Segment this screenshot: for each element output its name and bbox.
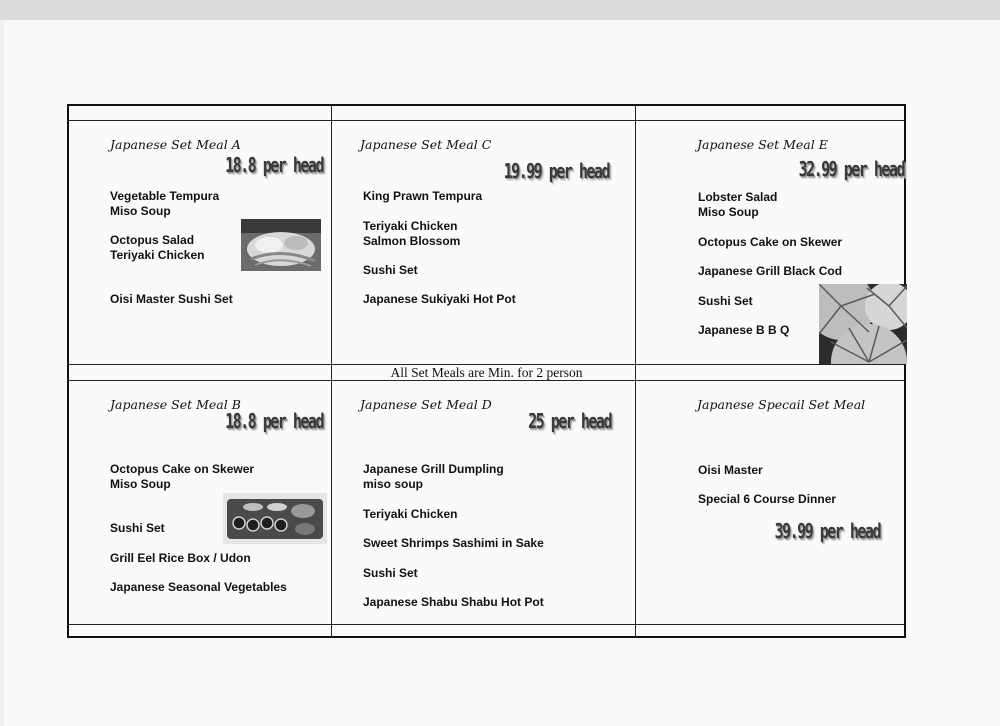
menu-item: Vegetable Tempura xyxy=(110,189,220,203)
set-meal-b-price: 18.8 per head xyxy=(225,409,323,434)
set-meal-e-title: Japanese Set Meal E xyxy=(697,137,828,152)
menu-item: Sushi Set xyxy=(110,521,165,535)
set-meal-c-cell xyxy=(332,121,635,364)
menu-item: Octopus Salad xyxy=(110,233,195,247)
set-meal-b-cell xyxy=(69,381,331,624)
menu-item: Grill Eel Rice Box / Udon xyxy=(110,551,251,565)
menu-item: Special 6 Course Dinner xyxy=(698,492,837,506)
set-meal-d-title: Japanese Set Meal D xyxy=(360,397,492,412)
set-meal-d-cell xyxy=(332,381,635,624)
menu-item: Japanese Shabu Shabu Hot Pot xyxy=(363,595,544,609)
menu-item: Octopus Cake on Skewer xyxy=(110,462,255,476)
menu-item: Miso Soup xyxy=(110,477,171,491)
parasol-photo xyxy=(819,284,907,364)
set-meal-table xyxy=(67,104,906,638)
octopus-salad-photo xyxy=(241,219,321,271)
table-bottom-rule xyxy=(69,624,904,625)
menu-item: Oisi Master Sushi Set xyxy=(110,292,233,306)
set-meal-e-price: 32.99 per head xyxy=(798,157,904,182)
menu-item: Lobster Salad xyxy=(698,190,778,204)
scan-edge xyxy=(0,0,1000,20)
menu-item: King Prawn Tempura xyxy=(363,189,483,203)
special-set-meal-cell xyxy=(636,381,904,624)
set-meal-c-price: 19.99 per head xyxy=(503,159,609,184)
set-meal-e-cell xyxy=(636,121,904,364)
menu-item: miso soup xyxy=(363,477,424,491)
menu-item: Japanese Sukiyaki Hot Pot xyxy=(363,292,516,306)
menu-item: Miso Soup xyxy=(110,204,171,218)
menu-item: Miso Soup xyxy=(698,205,759,219)
menu-item: Octopus Cake on Skewer xyxy=(698,235,843,249)
menu-item: Oisi Master xyxy=(698,463,763,477)
menu-item: Sushi Set xyxy=(363,566,418,580)
set-meal-b-title: Japanese Set Meal B xyxy=(110,397,241,412)
menu-item: Sushi Set xyxy=(363,263,418,277)
menu-item: Teriyaki Chicken xyxy=(363,219,458,233)
sushi-platter-photo xyxy=(223,493,327,544)
menu-item: Sweet Shrimps Sashimi in Sake xyxy=(363,536,544,550)
set-meal-a-price: 18.8 per head xyxy=(225,153,323,178)
special-set-meal-price: 39.99 per head xyxy=(774,519,880,544)
menu-item: Japanese Grill Black Cod xyxy=(698,264,843,278)
menu-item: Salmon Blossom xyxy=(363,234,461,248)
menu-item: Japanese Seasonal Vegetables xyxy=(110,580,287,594)
set-meal-c-title: Japanese Set Meal C xyxy=(360,137,492,152)
menu-item: Sushi Set xyxy=(698,294,753,308)
menu-item: Teriyaki Chicken xyxy=(363,507,458,521)
menu-item: Japanese B B Q xyxy=(698,323,790,337)
minimum-people-notice: All Set Meals are Min. for 2 person xyxy=(390,365,583,380)
set-meal-a-cell xyxy=(69,121,331,364)
menu-item: Teriyaki Chicken xyxy=(110,248,205,262)
set-meal-a-title: Japanese Set Meal A xyxy=(110,137,241,152)
set-meal-d-price: 25 per head xyxy=(528,409,611,434)
special-set-meal-title: Japanese Specail Set Meal xyxy=(697,397,866,412)
menu-item: Japanese Grill Dumpling xyxy=(363,462,504,476)
